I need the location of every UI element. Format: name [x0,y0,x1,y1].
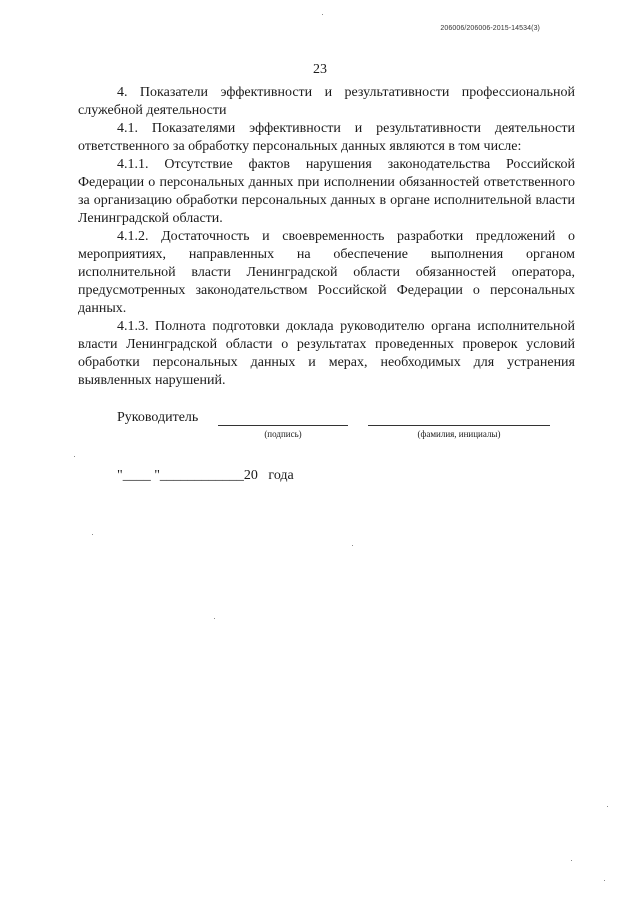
date-line: "____ "____________20 года [117,468,294,483]
document-id: 206006/206006-2015-14534(3) [440,25,540,32]
scan-speck [607,806,608,807]
signature-label: Руководитель [117,410,199,425]
scan-speck [571,860,572,861]
paragraph-4-1-3: 4.1.3. Полнота подготовки доклада руководителю органа исполнительной власти Ленинградской области о результатах проведенных проверок условий обработки персональных данных и мерах, необходимых для устранения выявленных нарушений. [78,319,575,388]
paragraph-4-1: 4.1. Показателями эффективности и результативности деятельности ответственного за обработку персональных данных являются в том числе: [78,121,575,154]
page-number: 23 [313,62,327,77]
signature-line [218,425,348,426]
scan-speck [322,14,323,15]
paragraph-4-1-2: 4.1.2. Достаточность и своевременность разработки предложений о мероприятиях, направленных на обеспечение выполнения органом исполнительной власти Ленинградской области обязанностей оператора, предусмотренных законодательством Российской Федерации о персональных данных. [78,229,575,316]
name-line [368,425,550,426]
document-body [78,84,575,390]
scan-speck [214,618,215,619]
scan-speck [92,534,93,535]
signature-block [78,410,578,450]
signature-caption: (подпись) [264,429,302,439]
paragraph-4-1-1: 4.1.1. Отсутствие фактов нарушения законодательства Российской Федерации о персональных данных при исполнении обязанностей ответственного за организацию обработки персональных данных в органе исполнительной власти Ленинградской области. [78,157,575,226]
scan-speck [352,545,353,546]
scan-speck [604,880,605,881]
section-heading: 4. Показатели эффективности и результативности профессиональной служебной деятельности [78,85,575,118]
name-caption: (фамилия, инициалы) [417,429,501,439]
scan-speck [74,456,75,457]
